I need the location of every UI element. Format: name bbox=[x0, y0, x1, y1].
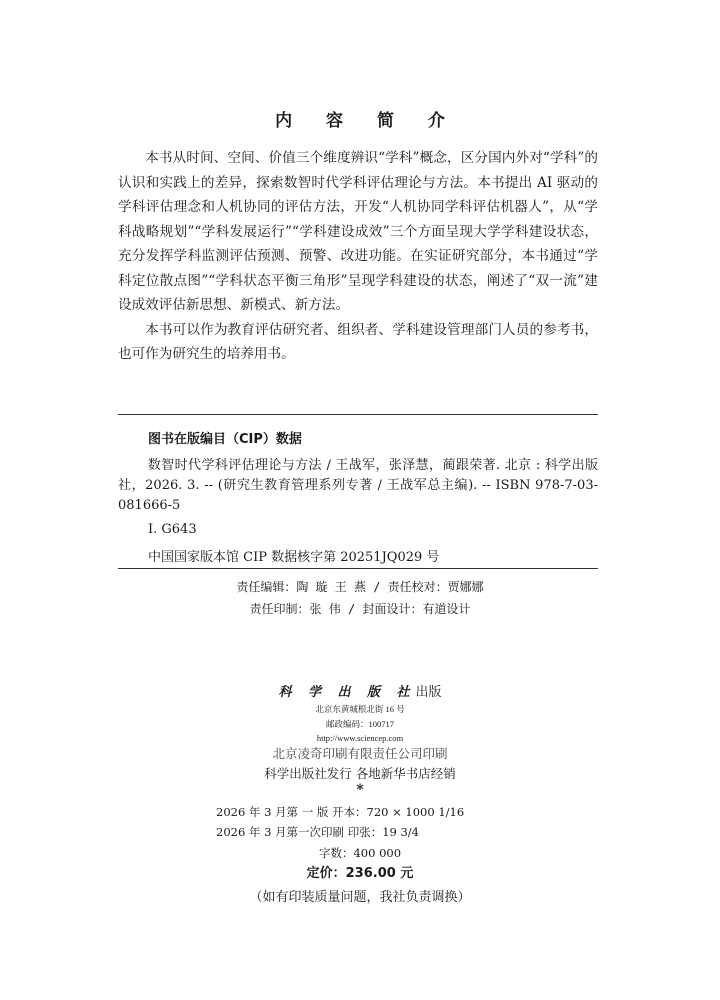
divider-bottom bbox=[118, 568, 598, 569]
cip-entry-text: 数智时代学科评估理论与方法 / 王战军，张泽慧，蔺跟荣著. 北京 : 科学出版社，2026. 3. -- (研究生教育管理系列专著 / 王战军总主编). -- ISBN 978-7-03-081666-5 bbox=[118, 458, 598, 513]
distribution-line: 科学出版社发行 各地新华书店经销 bbox=[264, 766, 456, 781]
abstract-paragraph-2: 本书可以作为教育评估研究者、组织者、学科建设管理部门人员的参考书，也可作为研究生的培养用书。 bbox=[118, 321, 598, 362]
cip-heading: 图书在版编目（CIP）数据 bbox=[148, 432, 302, 447]
printer-line: 北京凌奇印刷有限责任公司印刷 bbox=[272, 746, 448, 761]
separator-star: * bbox=[356, 782, 364, 798]
publisher-line bbox=[0, 681, 720, 700]
publisher-url: http://www.sciencep.com bbox=[316, 733, 404, 743]
production-credits: 责任印制：张 伟 / 封面设计：有道设计 bbox=[249, 602, 471, 616]
abstract-body bbox=[118, 146, 598, 367]
cip-entry bbox=[118, 456, 598, 516]
publisher-postcode: 邮政编码：100717 bbox=[325, 719, 394, 729]
divider-top bbox=[118, 414, 598, 415]
publisher-address: 北京东黄城根北街 16 号 bbox=[315, 704, 405, 714]
abstract-paragraph-1: 本书从时间、空间、价值三个维度辨识“学科”概念，区分国内外对“学科”的认识和实践上的差异，探索数智时代学科评估理论与方法。本书提出 AI 驱动的学科评估理念和人机协同的评估方法，开发“人机协同学科评估机器人”，从“学科战略规划”“学科发展运行”“学科建设成效”三个方面呈现大学学科建设状态，充分发挥学科监测评估预测、预警、改进功能。在实证研究部分，本书通过“学科定位散点图”“学科状态平衡三角形”呈现学科建设的状态，阐述了“双一流”建设成效评估新思想、新模式、新方法。 bbox=[118, 150, 598, 313]
edition-line: 2026 年 3 月第 一 版 开本：720 × 1000 1/16 bbox=[216, 805, 465, 819]
printing-line: 2026 年 3 月第一次印刷 印张：19 3/4 bbox=[216, 825, 420, 839]
editor-credits: 责任编辑：陶 璇 王 燕 / 责任校对：贾娜娜 bbox=[236, 580, 484, 594]
price: 定价：236.00 元 bbox=[306, 866, 414, 881]
cip-record-number: 中国国家版本馆 CIP 数据核字第 20251JQ029 号 bbox=[148, 550, 440, 565]
publisher-suffix: 出版 bbox=[415, 685, 442, 700]
abstract-title: 内 容 简 介 bbox=[275, 111, 459, 131]
cip-classification: Ⅰ. G643 bbox=[148, 522, 197, 537]
word-count: 字数：400 000 bbox=[318, 846, 402, 860]
publisher-name: 科 学 出 版 社 bbox=[278, 685, 416, 700]
quality-note: （如有印装质量问题，我社负责调换） bbox=[249, 890, 471, 905]
